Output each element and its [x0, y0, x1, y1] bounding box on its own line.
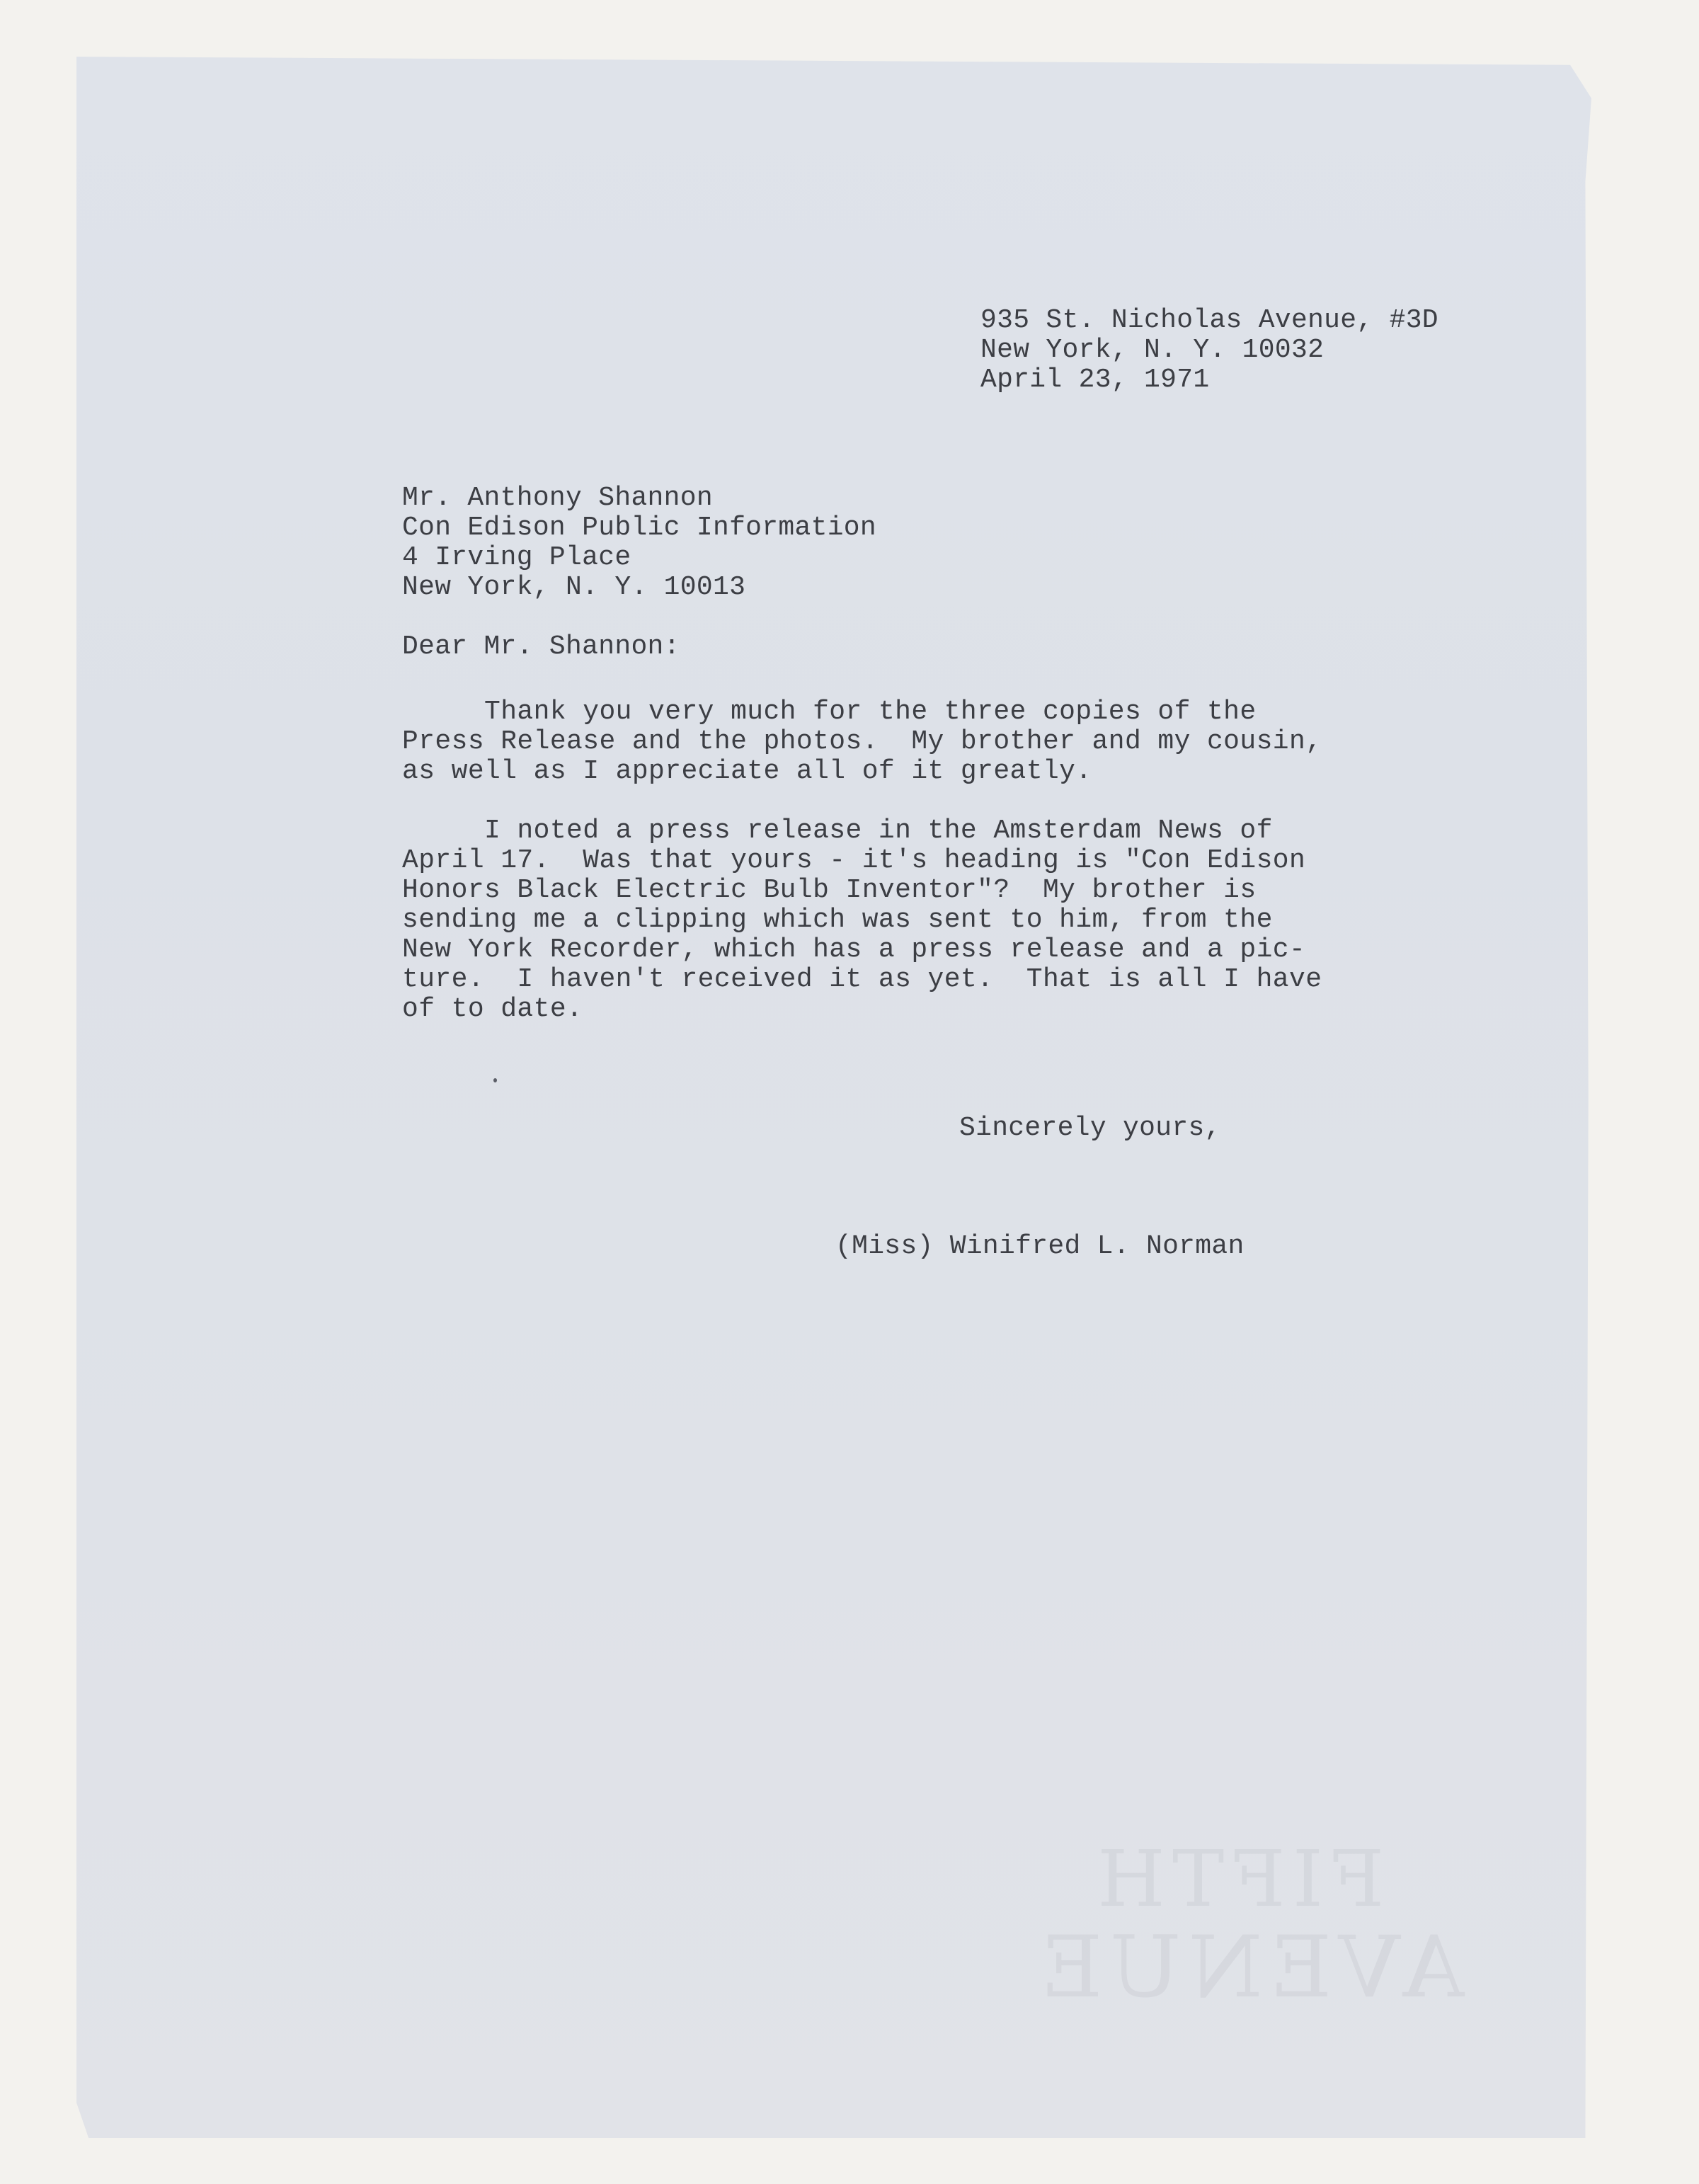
paragraph-line: ture. I haven't received it as yet. That is all I have — [402, 964, 1322, 995]
letter-date: April 23, 1971 — [980, 365, 1210, 395]
recipient-organization: Con Edison Public Information — [402, 513, 877, 543]
paragraph-line: Press Release and the photos. My brother and my cousin, — [402, 726, 1322, 757]
closing: Sincerely yours, — [959, 1113, 1221, 1143]
sender-address-line1: 935 St. Nicholas Avenue, #3D — [980, 305, 1438, 336]
recipient-name: Mr. Anthony Shannon — [402, 483, 713, 513]
paragraph-line: of to date. — [402, 994, 583, 1024]
paragraph-press-release — [402, 816, 1322, 1024]
paragraph-line: New York Recorder, which has a press release and a pic- — [402, 934, 1306, 965]
salutation: Dear Mr. Shannon: — [402, 631, 680, 662]
letter-sheet — [76, 57, 1591, 2138]
sender-address-line2: New York, N. Y. 10032 — [980, 335, 1325, 365]
signature-name: (Miss) Winifred L. Norman — [835, 1231, 1245, 1262]
paragraph-line: Honors Black Electric Bulb Inventor"? My brother is — [402, 875, 1257, 905]
recipient-city: New York, N. Y. 10013 — [402, 572, 746, 602]
paragraph-thanks — [402, 697, 1322, 787]
ink-speck — [493, 1078, 497, 1082]
paragraph-line: April 17. Was that yours - it's heading is "Con Edison — [402, 845, 1306, 876]
paragraph-line: sending me a clipping which was sent to him, from the — [402, 905, 1273, 935]
paragraph-line: I noted a press release in the Amsterdam News of — [402, 816, 1273, 846]
paragraph-line: as well as I appreciate all of it greatly. — [402, 756, 1092, 787]
paragraph-line: Thank you very much for the three copies of the — [402, 697, 1257, 727]
recipient-street: 4 Irving Place — [402, 542, 631, 573]
